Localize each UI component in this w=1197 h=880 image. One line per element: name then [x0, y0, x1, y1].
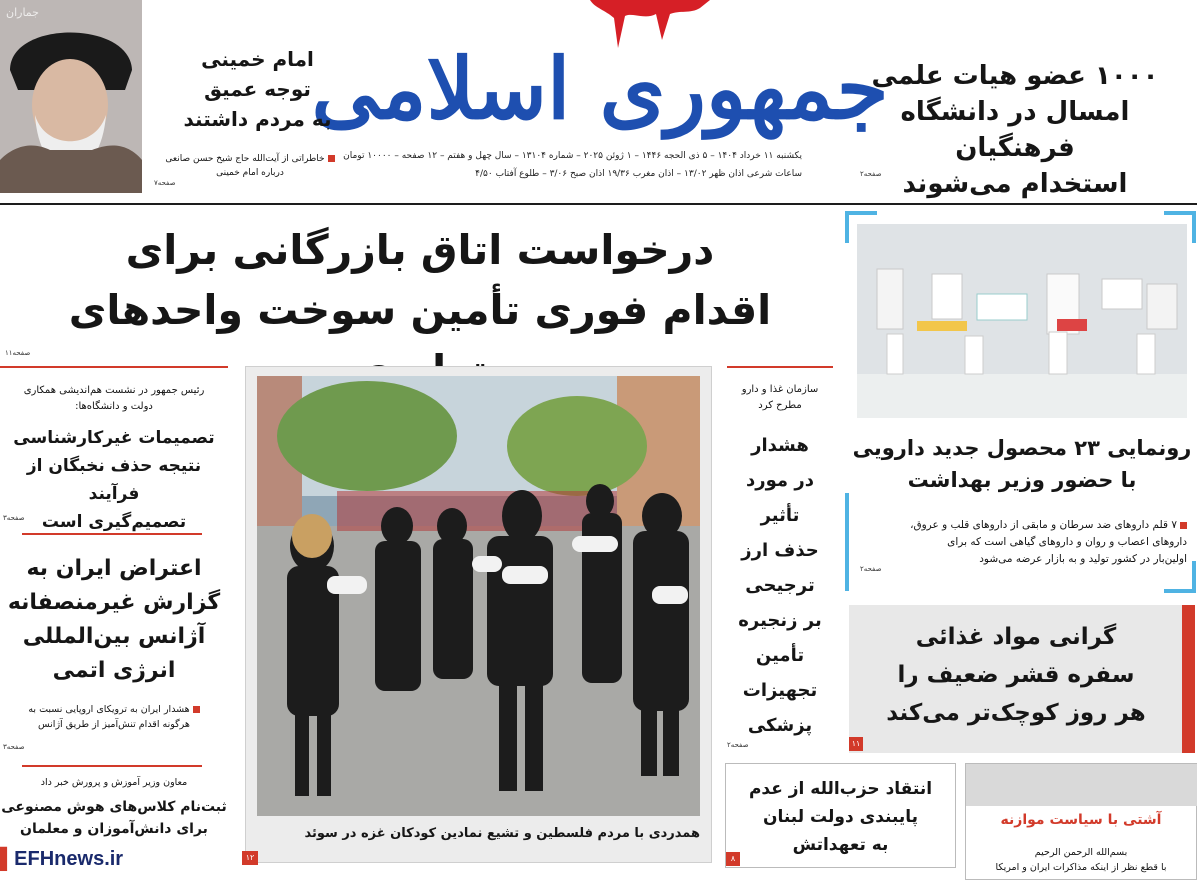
- photo-watermark: جماران: [6, 6, 39, 19]
- ai-headline[interactable]: [0, 796, 228, 840]
- food-page-badge: ۱۱: [849, 737, 863, 751]
- ai-kicker: معاون وزیر آموزش و پرورش خبر داد: [40, 777, 188, 788]
- hezbollah-headline-line1: انتقاد حزب‌الله از عدم: [748, 779, 933, 799]
- fda-headline-line: پزشکی: [747, 715, 813, 736]
- masthead-title: جمهوری اسلامی: [311, 39, 889, 138]
- food-headline[interactable]: [856, 618, 1176, 732]
- hezbollah-page-badge: ۸: [726, 852, 740, 866]
- food-headline-line2: سفره قشر ضعیف را: [897, 662, 1135, 688]
- iaea-headline-line3: آژانس بین‌المللی: [22, 624, 206, 649]
- fda-headline-line: در مورد: [746, 470, 814, 491]
- portrait-photo: [0, 0, 142, 193]
- ai-headline-line2: برای دانش‌آموزان و معلمان: [20, 821, 208, 837]
- top-left-subhead: خاطراتی از آیت‌الله حاج شیخ حسن صانعی درباره امام خمینی: [150, 152, 350, 180]
- top-right-headline[interactable]: [850, 58, 1180, 202]
- iaea-page-ref: صفحه۳: [3, 743, 25, 751]
- president-kicker: رئیس جمهور در نشست هم‌اندیشی همکاری دولت و دانشگاه‌ها:: [23, 385, 205, 412]
- pharma-headline-line1: رونمایی ۲۳ محصول جدید دارویی: [852, 436, 1192, 460]
- editorial-header-band: [966, 764, 1197, 806]
- main-protest-photo: [257, 376, 700, 816]
- pharma-photo-art: [857, 224, 1187, 418]
- fda-headline-line: تأثیر: [760, 505, 800, 526]
- bullet-square-icon: [1180, 522, 1187, 529]
- portrait-art: [0, 0, 142, 193]
- ai-headline-line1: ثبت‌نام کلاس‌های هوش مصنوعی: [1, 799, 227, 815]
- pharma-headline[interactable]: [852, 432, 1192, 496]
- food-headline-line3: هر روز کوچک‌تر می‌کند: [886, 700, 1146, 726]
- fda-headline-line: تأمین: [755, 645, 805, 666]
- fda-headline-line: ترجیحی: [745, 575, 815, 596]
- photo-page-badge: ۱۲: [242, 851, 258, 865]
- pharma-body: ۷ قلم داروهای ضد سرطان و مابقی از داروهای قلب و عروق، داروهای اعصاب و روان و داروهای گیاهی است که برای اولین‌بار در کشور تولید و به بازار عرضه می‌شود: [910, 519, 1187, 565]
- president-page-ref: صفحه۳: [3, 514, 25, 522]
- masthead-logo-art: [311, 0, 889, 140]
- source-logo: ▌EFHnews.ir: [0, 845, 145, 873]
- top-left-headline-line1: امام خمینی: [201, 47, 314, 71]
- iaea-headline-line4: انرژی اتمی: [52, 658, 176, 683]
- president-headline-line3: تصمیم‌گیری است: [41, 512, 187, 532]
- iaea-headline[interactable]: [0, 552, 228, 688]
- iaea-headline-line1: اعتراض ایران به: [26, 556, 202, 581]
- hezbollah-headline-line3: به تعهداتش: [792, 835, 889, 855]
- editorial-body: بسم‌الله الرحمن الرحیم با قطع نظر از اینکه مذاکرات ایران و امریکا: [995, 847, 1167, 873]
- president-top-rule: [0, 366, 228, 368]
- ai-top-rule: [22, 765, 202, 767]
- top-left-page-ref: صفحه۷: [154, 179, 176, 187]
- president-headline[interactable]: [0, 424, 228, 536]
- editorial-title[interactable]: آشتی با سیاست موازنه: [1000, 812, 1162, 828]
- food-headline-line1: گرانی مواد غذائی: [915, 624, 1117, 650]
- lead-headline-line2: اقدام فوری تأمین سوخت واحدهای: [68, 286, 772, 334]
- top-right-page-ref: صفحه۲: [860, 170, 882, 178]
- fda-headline-line: حذف ارز: [741, 540, 819, 561]
- photo-caption: همدردی با مردم فلسطین و تشیع نمادین کودکان غزه در سوئد: [304, 826, 700, 841]
- bullet-square-icon: [328, 155, 335, 162]
- president-headline-line1: تصمیمات غیرکارشناسی: [13, 428, 215, 448]
- president-headline-line2: نتیجه حذف نخبگان از فرآیند: [26, 456, 202, 504]
- food-box-accent: [1182, 605, 1195, 753]
- iaea-subhead: هشدار ایران به ترویکای اروپایی نسبت به هرگونه اقدام تنش‌آمیز از طریق آژانس: [0, 702, 228, 732]
- hezbollah-headline[interactable]: [727, 775, 954, 859]
- prayer-times: ساعات شرعی اذان ظهر ۱۳/۰۲ – اذان مغرب ۱۹/۳۶ اذان صبح ۳/۰۶ – طلوع آفتاب ۴/۵۰: [475, 169, 802, 179]
- iaea-top-rule: [22, 533, 202, 535]
- source-logo-text: EFHnews.ir: [14, 848, 124, 870]
- masthead-logo: [311, 0, 889, 140]
- top-right-headline-line1: ۱۰۰۰ عضو هیات علمی: [871, 61, 1159, 91]
- top-right-headline-line3: استخدام می‌شوند: [902, 169, 1128, 199]
- masthead-divider: [0, 203, 1197, 205]
- fda-kicker: سازمان غذا و دارو مطرح کرد: [741, 384, 819, 411]
- fda-headline-line: بر زنجیره: [738, 610, 822, 631]
- bullet-square-icon: [193, 706, 200, 713]
- top-left-headline-line2: توجه عمیق: [204, 77, 311, 101]
- fda-headline-line: هشدار: [751, 435, 809, 456]
- pharma-page-ref: صفحه۲: [860, 565, 882, 573]
- fda-top-rule: [727, 366, 833, 368]
- fda-headline-line: تجهیزات: [742, 680, 818, 701]
- lead-headline-line1: درخواست اتاق بازرگانی برای: [125, 226, 715, 274]
- top-left-headline-line3: به مردم داشتند: [183, 107, 332, 131]
- top-right-headline-line2: امسال در دانشگاه فرهنگیان: [900, 97, 1130, 163]
- fda-headline[interactable]: [727, 428, 833, 743]
- main-photo-art: [257, 376, 700, 816]
- date-line: یکشنبه ۱۱ خرداد ۱۴۰۴ – ۵ ذی الحجه ۱۴۴۶ – ۱ ژوئن ۲۰۲۵ – شماره ۱۳۱۰۴ – سال چهل و هفتم – ۱۲ صفحه – ۱۰۰۰۰ تومان: [343, 151, 802, 161]
- fda-page-ref: صفحه۲: [727, 741, 749, 749]
- lead-page-ref: صفحه۱۱: [5, 349, 31, 357]
- hezbollah-headline-line2: پایبندی دولت لبنان: [762, 807, 919, 827]
- top-left-headline[interactable]: [160, 44, 355, 134]
- pharma-products-photo: [857, 224, 1187, 418]
- iaea-headline-line2: گزارش غیرمنصفانه: [7, 590, 221, 615]
- pharma-headline-line2: با حضور وزیر بهداشت: [907, 468, 1137, 492]
